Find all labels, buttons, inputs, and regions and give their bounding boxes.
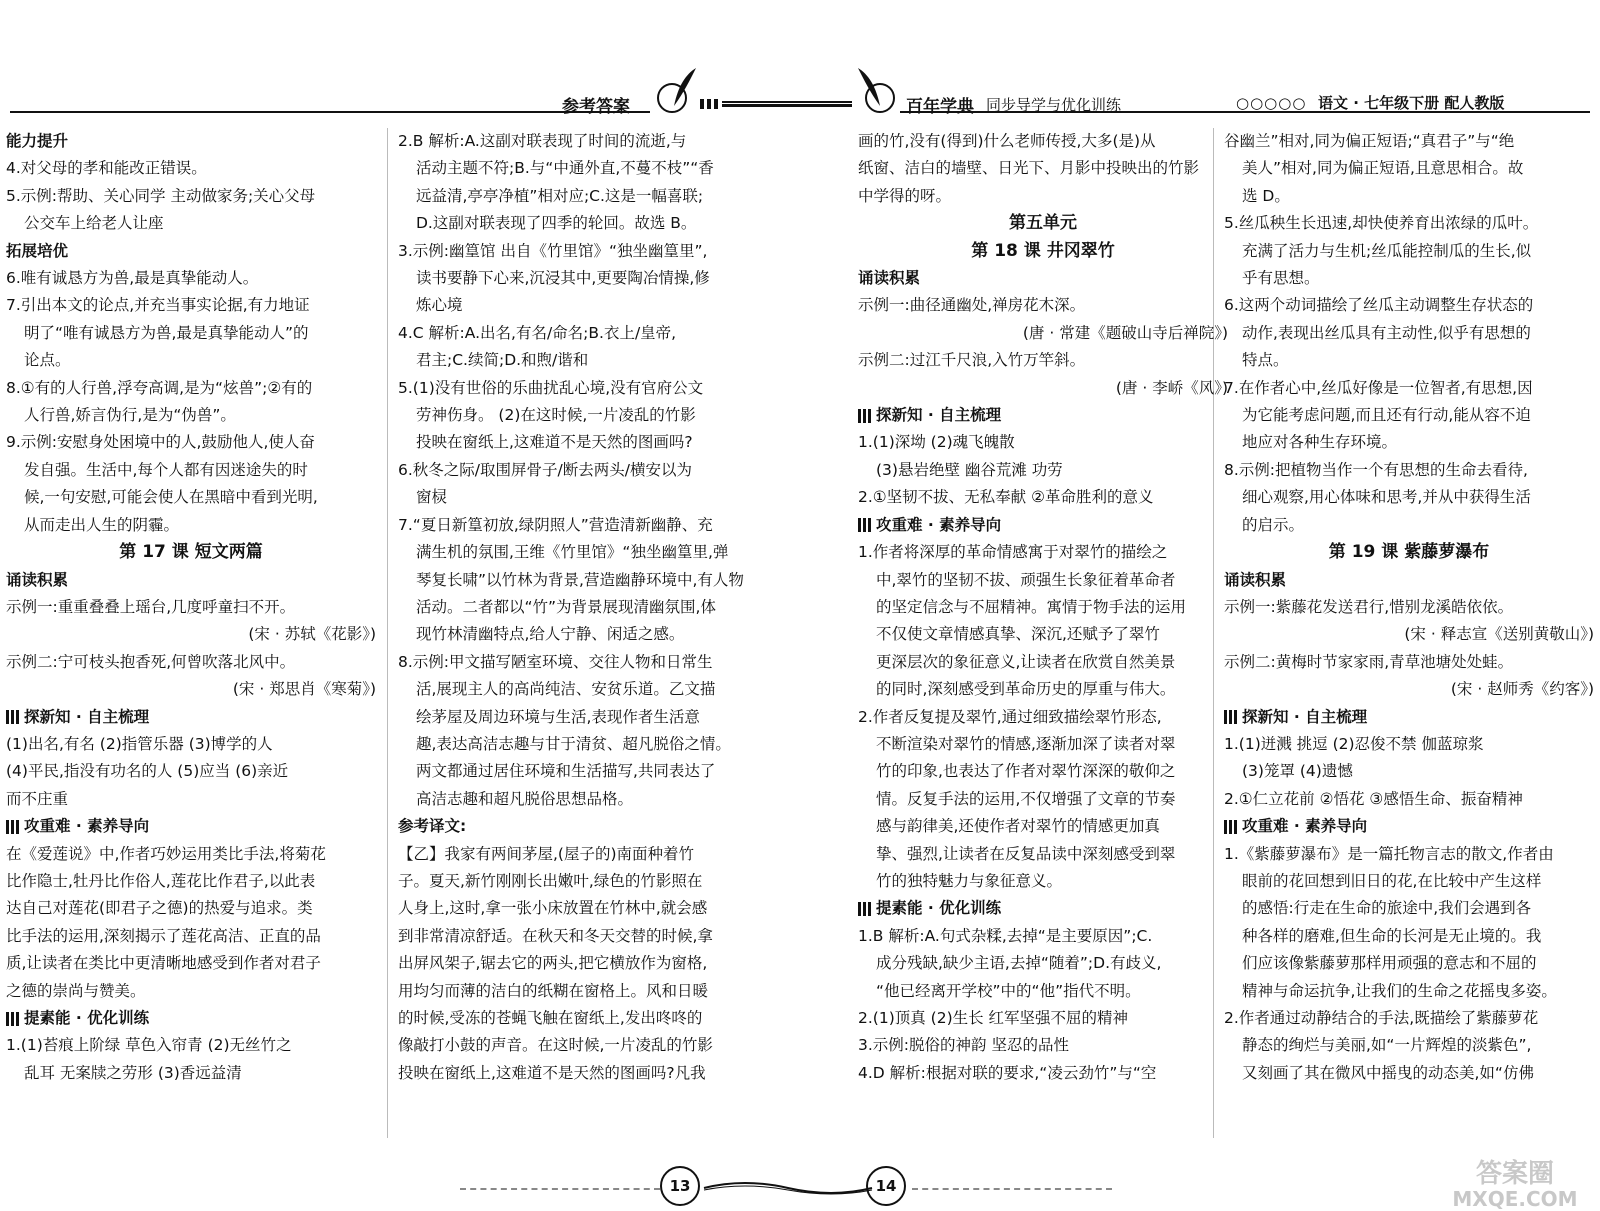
- answer-line: 为它能考虑问题,而且还有行动,能从容不迫: [1242, 406, 1531, 425]
- answer-line: 5.(1)没有世俗的乐曲扰乱心境,没有官府公文: [398, 378, 704, 397]
- page-number-right: 14: [866, 1166, 906, 1206]
- answer-line: (4)平民,指没有功名的人 (5)应当 (6)亲近: [6, 762, 289, 781]
- header-dots: ○○○○○: [1236, 94, 1307, 112]
- answer-line: 而不庄重: [6, 789, 69, 808]
- section-band: [1224, 813, 1594, 840]
- answer-line: 示例一:紫藤花发送君行,惜别龙溪皓依依。: [1224, 597, 1514, 616]
- answer-line: 读书要静下心来,沉浸其中,更要陶冶情操,修: [416, 269, 710, 288]
- section-heading: 参考译文:: [398, 817, 467, 836]
- answer-line: 的同时,深刻感受到革命历史的厚重与伟大。: [876, 680, 1176, 699]
- answer-line: (3)笼罩 (4)遗憾: [1242, 762, 1353, 781]
- answer-line: 谷幽兰”相对,同为偏正短语;“真君子”与“绝: [1224, 132, 1515, 150]
- answer-line: 特点。: [1242, 351, 1289, 370]
- answer-line: 乱耳 无案牍之劳形 (3)香远益清: [24, 1063, 242, 1082]
- footer-dash-right: [912, 1188, 1112, 1190]
- answer-line: 绘茅屋及周边环境与生活,表现作者生活意: [416, 707, 700, 726]
- section-band: [1224, 704, 1594, 731]
- answer-line: 到非常清凉舒适。在秋天和冬天交替的时候,拿: [398, 926, 713, 945]
- answer-line: 论点。: [24, 351, 71, 370]
- answer-line: 趣,表达高洁志趣与甘于清贫、超凡脱俗之情。: [416, 734, 731, 753]
- answer-line: 投映在窗纸上,这难道不是天然的图画吗?: [416, 433, 693, 452]
- answer-line: 人身上,这时,拿一张小床放置在竹林中,就会感: [398, 899, 708, 918]
- answer-line: 成分残缺,缺少主语,去掉“随着”;D.有歧义,: [876, 954, 1162, 973]
- answer-line: 之德的崇尚与赞美。: [6, 981, 146, 1000]
- answer-line: 7.在作者心中,丝瓜好像是一位智者,有思想,因: [1224, 378, 1533, 397]
- answer-line: 4.C 解析:A.出名,有名/命名;B.衣上/皇帝,: [398, 323, 677, 342]
- section-band: [858, 512, 1228, 539]
- answer-line: 3.示例:脱俗的神韵 坚忍的品性: [858, 1036, 1069, 1055]
- watermark-top: 答案圈: [1475, 1159, 1554, 1189]
- band-marker-icon: [858, 902, 872, 916]
- answer-line: 劳神伤身。 (2)在这时候,一片凌乱的竹影: [416, 406, 696, 425]
- answer-line: 比手法的运用,深刻揭示了莲花高洁、正直的品: [6, 926, 321, 945]
- answer-line: 2.①坚韧不拔、无私奉献 ②革命胜利的意义: [858, 488, 1154, 507]
- answer-line: 充满了活力与生机;丝瓜能控制瓜的生长,似: [1242, 241, 1532, 260]
- source-citation: (宋 · 苏轼《花影》): [248, 625, 376, 644]
- band-label: 探新知 · 自主梳理: [24, 707, 150, 726]
- section-band: [6, 704, 376, 731]
- source-citation: (宋 · 赵师秀《约客》): [1450, 680, 1594, 699]
- answer-line: 1.《紫藤萝瀑布》是一篇托物言志的散文,作者由: [1224, 844, 1554, 863]
- answer-line: 的启示。: [1242, 515, 1305, 534]
- answer-line: 眼前的花回想到旧日的花,在比较中产生这样: [1242, 871, 1542, 890]
- header-left-title: 参考答案: [562, 97, 630, 117]
- answer-line: 7.引出本文的论点,并充当事实论据,有力地证: [6, 296, 310, 315]
- answer-line: 5.丝瓜秧生长迅速,却快使养育出浓绿的瓜叶。: [1224, 214, 1539, 233]
- band-label: 攻重难 · 素养导向: [876, 515, 1002, 534]
- band-marker-icon: [6, 710, 20, 724]
- answer-line: 感与韵律美,还使作者对翠竹的情感更加真: [876, 817, 1160, 836]
- answer-line: 3.示例:幽篁馆 出自《竹里馆》“独坐幽篁里”,: [398, 241, 708, 260]
- answer-line: 比作隐士,牡丹比作俗人,莲花比作君子,以此表: [6, 871, 316, 890]
- lesson-title: 第 18 课 井冈翠竹: [971, 240, 1115, 261]
- footer-dash-left: [460, 1188, 660, 1190]
- answer-line: 琴复长啸”以竹林为背景,营造幽静环境中,有人物: [416, 570, 744, 589]
- answer-line: 中,翠竹的坚韧不拔、顽强生长象征着革命者: [876, 570, 1176, 589]
- answer-line: 5.示例:帮助、关心同学 主动做家务;关心父母: [6, 186, 316, 205]
- answer-line: 窗棂: [416, 488, 448, 507]
- answer-line: 【乙】我家有两间茅屋,(屋子的)南面种着竹: [398, 844, 695, 863]
- watermark-bottom: MXQE.COM: [1452, 1187, 1578, 1211]
- source-citation: (唐 · 李峤《风》): [1115, 378, 1228, 397]
- answer-line: 的坚定信念与不屈精神。寓情于物手法的运用: [876, 597, 1187, 616]
- answer-line: 人行兽,娇言伪行,是为“伪兽”。: [24, 406, 236, 425]
- source-citation: (宋 · 释志宣《送别黄敬山》): [1404, 625, 1594, 644]
- column-2: [398, 128, 768, 1087]
- answer-line: 远益清,亭亭净植”相对应;C.这是一幅喜联;: [416, 186, 704, 205]
- answer-line: 更深层次的象征意义,让读者在欣赏自然美景: [876, 652, 1176, 671]
- answer-line: 8.示例:把植物当作一个有思想的生命去看待,: [1224, 460, 1528, 479]
- band-label: 提素能 · 优化训练: [876, 899, 1002, 918]
- answer-line: “他已经离开学校”中的“他”指代不明。: [876, 981, 1141, 1000]
- answer-line: (1)出名,有名 (2)指管乐器 (3)博学的人: [6, 734, 273, 753]
- answer-line: 纸窗、洁白的墙壁、日光下、月影中投映出的竹影: [858, 159, 1200, 178]
- answer-line: 示例一:曲径通幽处,禅房花木深。: [858, 296, 1086, 315]
- lesson-title: 第五单元: [1009, 213, 1077, 234]
- answer-line: D.这副对联表现了四季的轮回。故选 B。: [416, 214, 697, 233]
- answer-line: 1.作者将深厚的革命情感寓于对翠竹的描绘之: [858, 543, 1168, 562]
- header-rule-left: [10, 111, 650, 113]
- band-label: 攻重难 · 素养导向: [1242, 817, 1368, 836]
- answer-line: 用均匀而薄的洁白的纸糊在窗格上。风和日暖: [398, 981, 709, 1000]
- band-label: 探新知 · 自主梳理: [876, 406, 1002, 425]
- answer-line: 选 D。: [1242, 186, 1290, 205]
- answer-line: 6.这两个动词描绘了丝瓜主动调整生存状态的: [1224, 296, 1534, 315]
- answer-line: 种各样的磨难,但生命的长河是无止境的。我: [1242, 926, 1542, 945]
- source-citation: (唐 · 常建《题破山寺后禅院》): [1022, 323, 1228, 342]
- answer-line: 炼心境: [416, 296, 463, 315]
- answer-line: 不断渲染对翠竹的情感,逐渐加深了读者对翠: [876, 734, 1176, 753]
- answer-line: 竹的独特魅力与象征意义。: [876, 871, 1063, 890]
- answer-line: 4.D 解析:根据对联的要求,“凌云劲竹”与“空: [858, 1063, 1157, 1082]
- answer-line: 1.B 解析:A.句式杂糅,去掉“是主要原因”;C.: [858, 926, 1153, 945]
- section-heading: 诵读积累: [858, 269, 921, 288]
- answer-line: 1.(1)迸溅 挑逗 (2)忍俊不禁 伽蓝琼浆: [1224, 734, 1484, 753]
- answer-line: 活动。二者都以“竹”为背景展现清幽氛围,体: [416, 597, 716, 616]
- answer-line: 中学得的呀。: [858, 186, 952, 205]
- answer-line: (3)悬岩绝壁 幽谷荒滩 功劳: [876, 460, 1063, 479]
- section-heading: 诵读积累: [6, 570, 69, 589]
- section-heading: 拓展培优: [6, 241, 69, 260]
- band-marker-icon: [1224, 820, 1238, 834]
- column-1: [6, 128, 376, 1087]
- answer-line: 竹的印象,也表达了作者对翠竹深深的敬仰之: [876, 762, 1176, 781]
- answer-line: 美人”相对,同为偏正短语,且意思相合。故: [1242, 159, 1524, 178]
- answer-line: 达自己对莲花(即君子之德)的热爱与追求。类: [6, 899, 313, 918]
- watermark: [1440, 1159, 1590, 1211]
- answer-line: 精神与命运抗争,让我们的生命之花摇曳多姿。: [1242, 981, 1557, 1000]
- answer-line: 高洁志趣和超凡脱俗思想品格。: [416, 789, 634, 808]
- answer-line: 静态的绚烂与美丽,如“一片辉煌的淡紫色”,: [1242, 1036, 1532, 1055]
- section-heading: 能力提升: [6, 132, 69, 150]
- header-brand: 百年学典: [906, 97, 974, 117]
- answer-line: 2.①仁立花前 ②悟花 ③感悟生命、振奋精神: [1224, 789, 1523, 808]
- footer-ornament: [700, 1178, 876, 1198]
- answer-line: 示例二:宁可枝头抱香死,何曾吹落北风中。: [6, 652, 296, 671]
- answer-line: 4.对父母的孝和能改正错误。: [6, 159, 207, 178]
- answer-line: 9.示例:安慰身处困境中的人,鼓励他人,使人奋: [6, 433, 315, 452]
- band-marker-icon: [6, 820, 20, 834]
- column-4: [1224, 128, 1594, 1087]
- answer-line: 活,展现主人的高尚纯洁、安贫乐道。乙文描: [416, 680, 716, 699]
- answer-line: 像敲打小鼓的声音。在这时候,一片凌乱的竹影: [398, 1036, 713, 1055]
- answer-line: 活动主题不符;B.与“中通外直,不蔓不枝”“香: [416, 159, 714, 178]
- answer-line: 7.“夏日新篁初放,绿阴照人”营造清新幽静、充: [398, 515, 713, 534]
- answer-line: 情。反复手法的运用,不仅增强了文章的节奏: [876, 789, 1176, 808]
- answer-line: 现竹林清幽特点,给人宁静、闲适之感。: [416, 625, 685, 644]
- answer-line: 们应该像紫藤萝那样用顽强的意志和不屈的: [1242, 954, 1537, 973]
- section-heading: 诵读积累: [1224, 570, 1287, 589]
- answer-line: 在《爱莲说》中,作者巧妙运用类比手法,将菊花: [6, 844, 326, 863]
- column-divider: [387, 128, 388, 1138]
- answer-line: 2.B 解析:A.这副对联表现了时间的流逝,与: [398, 132, 687, 150]
- answer-line: 投映在窗纸上,这难道不是天然的图画吗?凡我: [398, 1063, 706, 1082]
- column-3: [858, 128, 1228, 1087]
- answer-line: 6.秋冬之际/取围屏骨子/断去两头/横安以为: [398, 460, 692, 479]
- lesson-title: 第 19 课 紫藤萝瀑布: [1328, 542, 1490, 563]
- answer-line: 示例一:重重叠叠上瑶台,几度呼童扫不开。: [6, 597, 296, 616]
- page-header: [0, 0, 1600, 120]
- answer-line: 质,让读者在类比中更清晰地感受到作者对君子: [6, 954, 321, 973]
- answer-line: 8.①有的人行兽,浮夸高调,是为“炫兽”;②有的: [6, 378, 313, 397]
- source-citation: (宋 · 郑思肖《寒菊》): [232, 680, 376, 699]
- lesson-title: 第 17 课 短文两篇: [119, 542, 263, 563]
- answer-line: 2.作者通过动静结合的手法,既描绘了紫藤萝花: [1224, 1009, 1539, 1027]
- answer-line: 不仅使文章情感真挚、深沉,还赋予了翠竹: [876, 625, 1160, 644]
- page-number-left: 13: [660, 1166, 700, 1206]
- answer-line: 2.(1)顶真 (2)生长 红军坚强不屈的精神: [858, 1009, 1129, 1027]
- answer-line: 从而走出人生的阴霾。: [24, 515, 180, 534]
- answer-line: 明了“唯有诚恳方为兽,最是真挚能动人”的: [24, 323, 309, 342]
- band-label: 提素能 · 优化训练: [24, 1009, 150, 1027]
- section-band: [6, 1005, 376, 1032]
- answer-line: 的时候,受冻的苍蝇飞触在窗纸上,发出咚咚的: [398, 1009, 703, 1027]
- section-band: [6, 813, 376, 840]
- answer-line: 画的竹,没有(得到)什么老师传授,大多(是)从: [858, 132, 1156, 150]
- answer-line: 2.作者反复提及翠竹,通过细致描绘翠竹形态,: [858, 707, 1162, 726]
- band-marker-icon: [858, 409, 872, 423]
- answer-line: 子。夏天,新竹刚刚长出嫩叶,绿色的竹影照在: [398, 871, 703, 890]
- answer-line: 1.(1)苔痕上阶绿 草色入帘青 (2)无丝竹之: [6, 1036, 292, 1055]
- answer-line: 的感悟:行走在生命的旅途中,我们会遇到各: [1242, 899, 1532, 918]
- band-marker-icon: [858, 518, 872, 532]
- answer-line: 细心观察,用心体味和思考,并从中获得生活: [1242, 488, 1531, 507]
- answer-line: 动作,表现出丝瓜具有主动性,似乎有思想的: [1242, 323, 1531, 342]
- band-label: 探新知 · 自主梳理: [1242, 707, 1368, 726]
- header-series: 同步导学与优化训练: [986, 96, 1122, 114]
- answer-line: 君主;C.续简;D.和煦/谐和: [416, 351, 589, 370]
- answer-line: 6.唯有诚恳方为兽,最是真挚能动人。: [6, 269, 259, 288]
- answer-line: 两文都通过居住环境和生活描写,共同表达了: [416, 762, 716, 781]
- answer-line: 示例二:过江千尺浪,入竹万竿斜。: [858, 351, 1086, 370]
- answer-line: 公交车上给老人让座: [24, 214, 164, 233]
- answer-line: 候,一句安慰,可能会使人在黑暗中看到光明,: [24, 488, 318, 507]
- answer-line: 发自强。生活中,每个人都有因迷途失的时: [24, 460, 308, 479]
- answer-line: 又刻画了其在微风中摇曳的动态美,如“仿佛: [1242, 1063, 1534, 1082]
- answer-line: 乎有思想。: [1242, 269, 1320, 288]
- answer-line: 出屏风架子,锯去它的两头,把它横放作为窗格,: [398, 954, 708, 973]
- page-footer: [0, 1140, 1600, 1210]
- decor-bars: [700, 98, 870, 110]
- band-label: 攻重难 · 素养导向: [24, 817, 150, 836]
- section-band: [858, 402, 1228, 429]
- answer-line: 示例二:黄梅时节家家雨,青草池塘处处蛙。: [1224, 652, 1514, 671]
- answer-line: 满生机的氛围,王维《竹里馆》“独坐幽篁里,弹: [416, 543, 729, 562]
- header-subject: 语文 · 七年级下册 配人教版: [1318, 94, 1505, 112]
- quill-icon: [652, 66, 698, 114]
- band-marker-icon: [1224, 710, 1238, 724]
- section-band: [858, 895, 1228, 922]
- answer-line: 挚、强烈,让读者在反复品读中深刻感受到翠: [876, 844, 1176, 863]
- quill-icon: [856, 66, 902, 114]
- answer-line: 1.(1)深坳 (2)魂飞魄散: [858, 433, 1015, 452]
- answer-line: 地应对各种生存环境。: [1242, 433, 1398, 452]
- band-marker-icon: [6, 1012, 20, 1026]
- answer-line: 8.示例:甲文描写陋室环境、交往人物和日常生: [398, 652, 713, 671]
